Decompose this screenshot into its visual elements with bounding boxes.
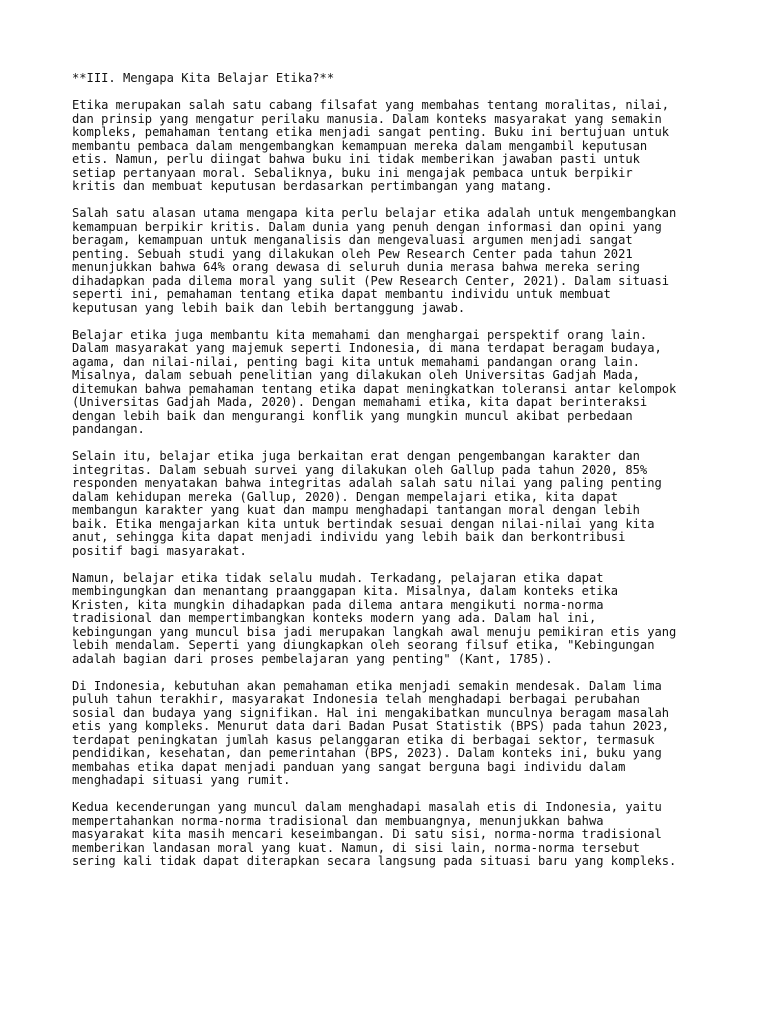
text-line: responden menyatakan bahwa integritas adalah salah satu nilai yang paling penting [72,476,662,490]
text-line: Belajar etika juga membantu kita memahami dan menghargai perspektif orang lain. [72,327,648,342]
text-line: Namun, belajar etika tidak selalu mudah. Terkadang, pelajaran etika dapat [72,570,604,585]
text-line: beragam, kemampuan untuk menganalisis dan mengevaluasi argumen menjadi sangat [72,233,633,247]
text-line: mempertahankan norma-norma tradisional dan membuangnya, menunjukkan bahwa [72,813,604,828]
paragraph [72,572,722,667]
text-line: menghadapi situasi yang rumit. [72,773,291,787]
text-line: penting. Sebuah studi yang dilakukan oleh Pew Research Center pada tahun 2021 [72,246,633,261]
paragraph [72,450,722,558]
text-line: Etika merupakan salah satu cabang filsafat yang membahas tentang moralitas, nilai, [72,98,670,112]
text-line: keputusan yang lebih baik dan lebih bertanggung jawab. [72,300,466,315]
text-line: kompleks, pemahaman tentang etika menjadi sangat penting. Buku ini bertujuan untuk [72,125,670,139]
text-line: lebih mendalam. Seperti yang diungkapkan oleh seorang filsuf etika, "Kebingungan [72,638,655,652]
text-line: membingungkan dan menantang praanggapan kita. Misalnya, dalam konteks etika [72,584,619,598]
text-line: agama, dan nilai-nilai, penting bagi kita untuk memahami pandangan orang lain. [72,354,640,369]
text-line: etis. Namun, perlu diingat bahwa buku ini tidak memberikan jawaban pasti untuk [72,152,640,166]
text-line: adalah bagian dari proses pembelajaran yang penting" (Kant, 1785). [72,651,553,666]
text-line: sosial dan budaya yang signifikan. Hal ini mengakibatkan munculnya beragam masalah [72,705,670,720]
text-line: membantu pembaca dalam mengembangkan kemampuan mereka dalam mengambil keputusan [72,138,648,153]
text-line: pendidikan, kesehatan, dan pemerintahan (BPS, 2023). Dalam konteks ini, buku yang [72,746,662,760]
text-line: positif bagi masyarakat. [72,543,247,558]
text-line: seperti ini, pemahaman tentang etika dapat membantu individu untuk membuat [72,287,611,301]
section-heading: **III. Mengapa Kita Belajar Etika?** [72,71,335,85]
text-line: setiap pertanyaan moral. Sebaliknya, buku ini mengajak pembaca untuk berpikir [72,165,633,180]
text-line: baik. Etika mengajarkan kita untuk bertindak sesuai dengan nilai-nilai yang kita [72,516,655,531]
text-line: pandangan. [72,422,145,436]
document-body [72,99,722,869]
text-line: kemampuan berpikir kritis. Dalam dunia yang penuh dengan informasi dan opini yang [72,219,662,234]
text-line: terdapat peningkatan jumlah kasus pelanggaran etika di berbagai sektor, termasuk [72,732,655,747]
paragraph [72,680,722,788]
text-line: puluh tahun terakhir, masyarakat Indonesia telah menghadapi berbagai perubahan [72,692,640,706]
document-page [72,72,722,882]
text-line: masyarakat kita masih mencari keseimbangan. Di satu sisi, norma-norma tradisional [72,827,662,841]
paragraph [72,207,722,315]
text-line: ditemukan bahwa pemahaman tentang etika dapat meningkatkan toleransi antar kelompok [72,381,677,396]
text-line: tradisional dan mempertimbangkan konteks modern yang ada. Dalam hal ini, [72,611,597,625]
text-line: membahas etika dapat menjadi panduan yang sangat berguna bagi individu dalam [72,759,626,774]
text-line: memberikan landasan moral yang kuat. Namun, di sisi lain, norma-norma tersebut [72,840,640,855]
text-line: sering kali tidak dapat diterapkan secara langsung pada situasi baru yang kompleks. [72,854,677,868]
text-line: membangun karakter yang kuat dan mampu menghadapi tantangan moral dengan lebih [72,503,640,517]
text-line: dan prinsip yang mengatur perilaku manusia. Dalam konteks masyarakat yang semakin [72,111,662,126]
text-line: Di Indonesia, kebutuhan akan pemahaman etika menjadi semakin mendesak. Dalam lima [72,678,662,693]
text-line: kritis dan membuat keputusan berdasarkan pertimbangan yang matang. [72,179,553,193]
paragraph [72,801,722,869]
text-line: etis yang kompleks. Menurut data dari Badan Pusat Statistik (BPS) pada tahun 2023, [72,719,670,733]
text-line: dihadapkan pada dilema moral yang sulit (Pew Research Center, 2021). Dalam situasi [72,273,670,288]
text-line: dengan lebih baik dan mengurangi konflik yang mungkin muncul akibat perbedaan [72,408,633,423]
text-line: menunjukkan bahwa 64% orang dewasa di seluruh dunia merasa bahwa mereka sering [72,260,640,274]
text-line: dalam kehidupan mereka (Gallup, 2020). Dengan mempelajari etika, kita dapat [72,489,619,504]
text-line: anut, sehingga kita dapat menjadi individu yang lebih baik dan berkontribusi [72,530,626,544]
text-line: Kristen, kita mungkin dihadapkan pada dilema antara mengikuti norma-norma [72,597,604,612]
text-line: Selain itu, belajar etika juga berkaitan erat dengan pengembangan karakter dan [72,449,640,463]
paragraph [72,99,722,194]
text-line: Kedua kecenderungan yang muncul dalam menghadapi masalah etis di Indonesia, yaitu [72,800,662,814]
paragraph [72,329,722,437]
text-line: (Universitas Gadjah Mada, 2020). Dengan memahami etika, kita dapat berinteraksi [72,395,648,409]
text-line: integritas. Dalam sebuah survei yang dilakukan oleh Gallup pada tahun 2020, 85% [72,462,648,477]
text-line: Dalam masyarakat yang majemuk seperti Indonesia, di mana terdapat beragam budaya, [72,341,662,355]
text-line: kebingungan yang muncul bisa jadi merupakan langkah awal menuju pemikiran etis yang [72,624,677,639]
text-line: Salah satu alasan utama mengapa kita perlu belajar etika adalah untuk mengembangkan [72,206,677,220]
text-line: Misalnya, dalam sebuah penelitian yang dilakukan oleh Universitas Gadjah Mada, [72,368,640,382]
